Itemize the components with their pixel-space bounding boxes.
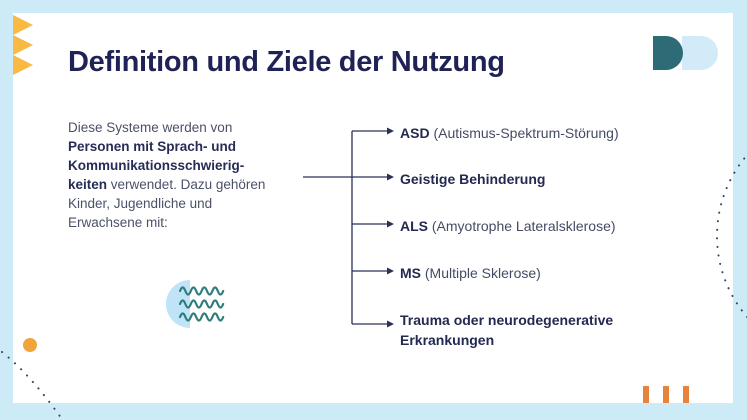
triangle-icon [13,15,33,35]
intro-paragraph [68,118,318,232]
orange-bar [683,386,689,403]
orange-bar [663,386,669,403]
waves-icon [164,277,228,333]
paragraph-line: Personen mit Sprach- und [68,139,237,154]
list-item: ALS (Amyotrophe Lateralsklerose) [400,218,616,234]
list-item: MS (Multiple Sklerose) [400,265,541,281]
triangle-icon [13,55,33,75]
list-item: Trauma oder neurodegenerative Erkrankungen [400,312,614,348]
paragraph-line: keiten verwendet. Dazu gehören [68,177,266,192]
paragraph-line: Kommunikationsschwierig- [68,158,245,173]
orange-bar [643,386,649,403]
logo-shape-dark [653,36,683,70]
list-item: Geistige Behinderung [400,171,546,187]
page-title: Definition und Ziele der Nutzung [68,46,505,78]
list-item: ASD (Autismus-Spektrum-Störung) [400,125,619,141]
slide [13,13,733,403]
triangle-icon [13,35,33,55]
paragraph-line: Kinder, Jugendliche und [68,196,213,211]
logo-shape-light [682,36,718,70]
paragraph-line: Erwachsene mit: [68,215,168,230]
paragraph-line: Diese Systeme werden von [68,120,233,135]
orange-dot-icon [23,338,37,352]
